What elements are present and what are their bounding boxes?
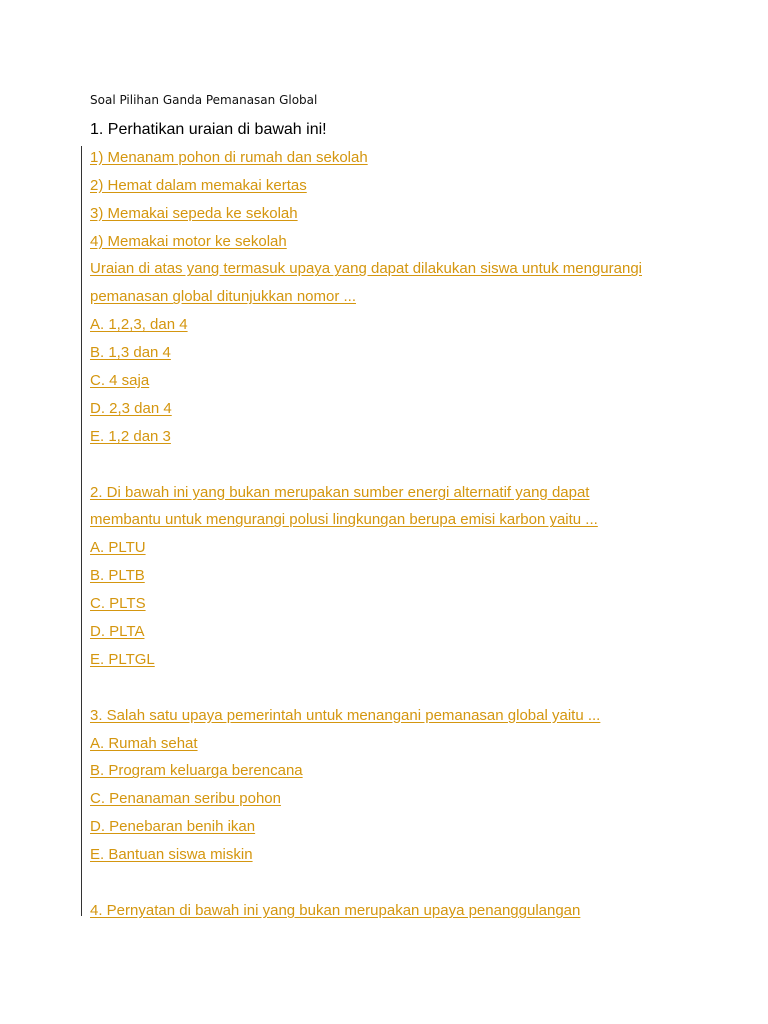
question-3-option-d: D. Penebaran benih ikan bbox=[90, 818, 256, 836]
question-3-option-b: B. Program keluarga berencana bbox=[90, 762, 303, 780]
change-bar bbox=[81, 146, 82, 916]
question-2-option-d: D. PLTA bbox=[90, 623, 145, 641]
question-1-option-d: D. 2,3 dan 4 bbox=[90, 399, 172, 417]
question-1-statement-2: 2) Hemat dalam memakai kertas bbox=[90, 176, 307, 194]
question-1-prompt-line-1: Uraian di atas yang termasuk upaya yang dapat dilakukan siswa untuk mengurangi bbox=[90, 260, 642, 278]
question-3-option-e: E. Bantuan siswa miskin bbox=[90, 846, 253, 864]
question-2-text-line-2: membantu untuk mengurangi polusi lingkungan berupa emisi karbon yaitu ... bbox=[90, 511, 598, 529]
question-4-text: 4. Pernyatan di bawah ini yang bukan merupakan upaya penanggulangan bbox=[90, 901, 581, 919]
question-1-option-a: A. 1,2,3, dan 4 bbox=[90, 316, 188, 334]
blank-line bbox=[90, 869, 750, 897]
question-2-text-line-1: 2. Di bawah ini yang bukan merupakan sumber energi alternatif yang dapat bbox=[90, 483, 590, 501]
question-3-text: 3. Salah satu upaya pemerintah untuk menangani pemanasan global yaitu ... bbox=[90, 706, 601, 724]
question-3-option-a: A. Rumah sehat bbox=[90, 734, 198, 752]
question-1-option-e: E. 1,2 dan 3 bbox=[90, 427, 171, 445]
question-1-prompt-line-2: pemanasan global ditunjukkan nomor ... bbox=[90, 288, 357, 306]
question-1-statement-4: 4) Memakai motor ke sekolah bbox=[90, 232, 287, 250]
question-2-option-b: B. PLTB bbox=[90, 567, 145, 585]
question-2-option-a: A. PLTU bbox=[90, 539, 146, 557]
blank-line bbox=[90, 451, 750, 479]
question-1-option-b: B. 1,3 dan 4 bbox=[90, 344, 171, 362]
question-1-text: 1. Perhatikan uraian di bawah ini! bbox=[90, 121, 327, 138]
question-1-statement-3: 3) Memakai sepeda ke sekolah bbox=[90, 204, 298, 222]
question-3-option-c: C. Penanaman seribu pohon bbox=[90, 790, 281, 808]
question-1-statement-1: 1) Menanam pohon di rumah dan sekolah bbox=[90, 148, 368, 166]
document-title: Soal Pilihan Ganda Pemanasan Global bbox=[90, 93, 318, 107]
question-2-option-e: E. PLTGL bbox=[90, 650, 155, 668]
document-body bbox=[90, 116, 750, 925]
question-2-option-c: C. PLTS bbox=[90, 595, 146, 613]
question-1-option-c: C. 4 saja bbox=[90, 372, 150, 390]
blank-line bbox=[90, 674, 750, 702]
